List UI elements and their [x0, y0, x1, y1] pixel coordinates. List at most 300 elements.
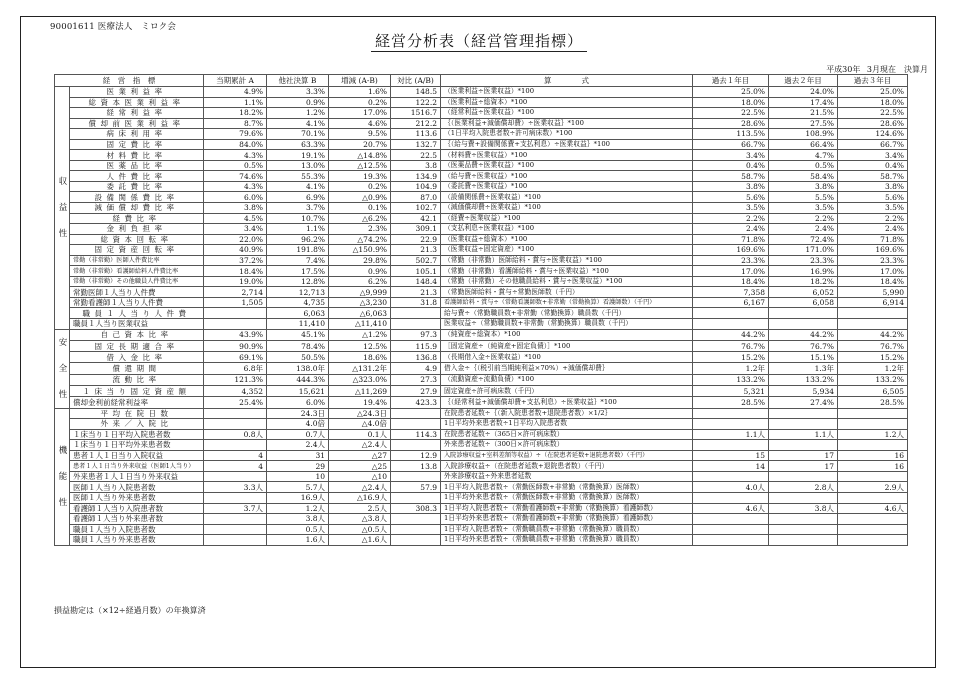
row-label: 金利負担率 [70, 224, 204, 235]
other-value: 12.8% [267, 276, 329, 287]
year3-value: 169.6% [838, 245, 908, 256]
table-row [55, 171, 908, 182]
year2-value: 2.4% [769, 224, 838, 235]
other-value: 1.2% [267, 108, 329, 119]
year3-value: 22.5% [838, 108, 908, 119]
other-value: 12,713 [267, 287, 329, 298]
row-label: 減価償却費比率 [70, 203, 204, 214]
ratio-value: 113.6 [391, 129, 441, 140]
table-row [55, 129, 908, 140]
table-row [55, 329, 908, 340]
year2-value: 72.4% [769, 234, 838, 245]
table-row [55, 224, 908, 235]
diff-value: △3,230 [329, 297, 391, 308]
row-label: 経常利益率 [70, 108, 204, 119]
diff-value: △11,410 [329, 319, 391, 330]
year1-value: 66.7% [693, 139, 769, 150]
row-label: 経費比率 [70, 213, 204, 224]
col-header-other: 他社決算 B [267, 75, 329, 87]
year1-value [693, 535, 769, 546]
footnote: 損益勘定は（×12÷経過月数）の年換算済 [54, 606, 206, 615]
table-row [55, 150, 908, 161]
other-value: 0.5人 [267, 524, 329, 535]
year3-value: 2.2% [838, 213, 908, 224]
year1-value: 14 [693, 461, 769, 472]
other-value: 63.3% [267, 139, 329, 150]
row-label: 固定長期適合率 [70, 340, 204, 351]
year1-value: 7,358 [693, 287, 769, 298]
diff-value: △1.6人 [329, 535, 391, 546]
ratio-value [391, 408, 441, 419]
table-row [55, 492, 908, 503]
diff-value: △24.3日 [329, 408, 391, 419]
diff-value: 0.9% [329, 266, 391, 277]
row-label: 自己資本比率 [70, 329, 204, 340]
table-row [55, 352, 908, 363]
year1-value: 5.6% [693, 192, 769, 203]
ratio-value: 27.9 [391, 385, 441, 396]
table-row [55, 461, 908, 472]
row-label: 医師１人当り入院患者数 [70, 482, 204, 493]
table-row [55, 385, 908, 396]
current-value: 4.3% [204, 181, 267, 192]
year2-value [769, 514, 838, 525]
year3-value: 44.2% [838, 329, 908, 340]
row-label: 医師１人当り外来患者数 [70, 492, 204, 503]
table-row [55, 429, 908, 440]
formula: （医業収益÷総資本）*100 [441, 234, 693, 245]
year2-value [769, 471, 838, 482]
current-value: 6.8年 [204, 363, 267, 374]
current-value: 121.3% [204, 374, 267, 385]
formula: （医業利益÷医業収益）*100 [441, 87, 693, 98]
formula: （常勤（非常勤）看護師給料・賞与÷医業収益）*100 [441, 266, 693, 277]
table-row [55, 482, 908, 493]
ratio-value: 22.5 [391, 150, 441, 161]
row-label: 常勤看護師１人当り人件費 [70, 297, 204, 308]
ratio-value: 114.3 [391, 429, 441, 440]
ratio-value: 105.1 [391, 266, 441, 277]
year3-value: 4.6人 [838, 503, 908, 514]
year3-value [838, 419, 908, 430]
year2-value: 5,934 [769, 385, 838, 396]
other-value: 2.4人 [267, 440, 329, 451]
ratio-value: 1516.7 [391, 108, 441, 119]
year2-value: 66.4% [769, 139, 838, 150]
other-value: 4,735 [267, 297, 329, 308]
year3-value: 5.6% [838, 192, 908, 203]
row-label: 病床利用率 [70, 129, 204, 140]
title-text: 経営分析表（経営管理指標） [371, 32, 587, 52]
other-value: 96.2% [267, 234, 329, 245]
year2-value: 16.9% [769, 266, 838, 277]
other-value: 10.7% [267, 213, 329, 224]
current-value: 40.9% [204, 245, 267, 256]
table-row [55, 181, 908, 192]
col-header-formula: 算 式 [441, 75, 693, 87]
row-label: 固定資産回転率 [70, 245, 204, 256]
year1-value: 6,167 [693, 297, 769, 308]
table-row [55, 363, 908, 374]
ratio-value [391, 514, 441, 525]
formula: 医業収益÷（常勤職員数+非常勤（常勤換算）職員数（千円） [441, 319, 693, 330]
year1-value: 5,321 [693, 385, 769, 396]
diff-value: △14.8% [329, 150, 391, 161]
other-value: 55.3% [267, 171, 329, 182]
ratio-value: 3.8 [391, 160, 441, 171]
current-value: 3.7人 [204, 503, 267, 514]
current-value: 4 [204, 461, 267, 472]
ratio-value [391, 419, 441, 430]
row-label: 職員１人当り人件費 [70, 308, 204, 319]
row-label: 外来患者１人１日当り外来収益 [70, 471, 204, 482]
year1-value: 3.4% [693, 150, 769, 161]
ratio-value: 31.8 [391, 297, 441, 308]
other-value: 24.3日 [267, 408, 329, 419]
current-value: 25.4% [204, 397, 267, 408]
diff-value: △10 [329, 471, 391, 482]
table-row [55, 319, 908, 330]
table-row [55, 471, 908, 482]
other-value: 13.0% [267, 160, 329, 171]
other-value: 10 [267, 471, 329, 482]
year3-value: 6,914 [838, 297, 908, 308]
ratio-value: 42.1 [391, 213, 441, 224]
formula: 入院診療収益+室料差額等収益）÷（在院患者延数+退院患者数）（千円） [441, 450, 693, 461]
row-label: 総資本回転率 [70, 234, 204, 245]
row-label: 常勤（非常勤）その他職員人件費比率 [70, 276, 204, 287]
ratio-value: 423.3 [391, 397, 441, 408]
formula: ｛（医業利益+減価償却費）÷医業収益｝*100 [441, 118, 693, 129]
year3-value [838, 440, 908, 451]
year3-value: 28.5% [838, 397, 908, 408]
ratio-value: 212.2 [391, 118, 441, 129]
diff-value: △12.5% [329, 160, 391, 171]
year3-value: 1.2年 [838, 363, 908, 374]
formula: ［固定資産÷（純資産+固定負債）］*100 [441, 340, 693, 351]
year2-value [769, 319, 838, 330]
table-row [55, 213, 908, 224]
ratio-value: 22.9 [391, 234, 441, 245]
formula: （材料費÷医業収益）*100 [441, 150, 693, 161]
current-value [204, 514, 267, 525]
formula: 入院診療収益÷（在院患者延数+退院患者数）（千円） [441, 461, 693, 472]
ratio-value: 134.9 [391, 171, 441, 182]
diff-value: △6.2% [329, 213, 391, 224]
year2-value [769, 419, 838, 430]
row-label: 総資本医業利益率 [70, 97, 204, 108]
diff-value: △9,999 [329, 287, 391, 298]
formula: 在院患者延数÷｛（新入院患者数+退院患者数）×1/2｝ [441, 408, 693, 419]
table-row [55, 374, 908, 385]
ratio-value [391, 492, 441, 503]
table-row [55, 255, 908, 266]
other-value: 1.1% [267, 224, 329, 235]
table-row [55, 450, 908, 461]
year2-value: 108.9% [769, 129, 838, 140]
ratio-value: 104.9 [391, 181, 441, 192]
row-label: 外来／入院比 [70, 419, 204, 430]
formula: （1日平均入院患者数÷許可病床数）*100 [441, 129, 693, 140]
other-value: 5.7人 [267, 482, 329, 493]
other-value: 3.7% [267, 203, 329, 214]
other-value: 444.3% [267, 374, 329, 385]
other-value: 29 [267, 461, 329, 472]
year3-value [838, 471, 908, 482]
table-row [55, 524, 908, 535]
year2-value [769, 308, 838, 319]
formula: （純資産÷総資本）*100 [441, 329, 693, 340]
col-header-ratio: 対比 (A/B) [391, 75, 441, 87]
other-value: 50.5% [267, 352, 329, 363]
year3-value: 15.2% [838, 352, 908, 363]
current-value: 4.9% [204, 87, 267, 98]
year1-value [693, 514, 769, 525]
diff-value: △27 [329, 450, 391, 461]
diff-value: 0.2% [329, 97, 391, 108]
ratio-value: 148.4 [391, 276, 441, 287]
header-row [55, 75, 908, 87]
diff-value: 4.6% [329, 118, 391, 129]
table-row [55, 397, 908, 408]
table-row [55, 340, 908, 351]
current-value [204, 408, 267, 419]
formula: （常勤（非常勤）医師給料・賞与÷医業収益）*100 [441, 255, 693, 266]
ratio-value: 21.3 [391, 245, 441, 256]
year1-value: 18.0% [693, 97, 769, 108]
year2-value: 133.2% [769, 374, 838, 385]
ratio-value: 122.2 [391, 97, 441, 108]
year1-value: 1.2年 [693, 363, 769, 374]
category-function [55, 408, 70, 545]
diff-value: △131.2年 [329, 363, 391, 374]
ratio-value: 102.7 [391, 203, 441, 214]
other-value: 16.9人 [267, 492, 329, 503]
current-value: 90.9% [204, 340, 267, 351]
formula: 1日平均入院患者数÷（常勤職員数+非常勤（常勤換算）職員数） [441, 524, 693, 535]
current-value: 84.0% [204, 139, 267, 150]
other-value: 6,063 [267, 308, 329, 319]
year3-value [838, 535, 908, 546]
year2-value: 17 [769, 450, 838, 461]
row-label: 償却前医業利益率 [70, 118, 204, 129]
current-value [204, 440, 267, 451]
table-row [55, 234, 908, 245]
year1-value: 44.2% [693, 329, 769, 340]
year2-value: 1.3年 [769, 363, 838, 374]
formula: 在院患者延数÷（365日×許可病床数） [441, 429, 693, 440]
formula: （委託費÷医業収益）*100 [441, 181, 693, 192]
year3-value: 3.4% [838, 150, 908, 161]
row-label: １床当り固定資産額 [70, 385, 204, 396]
row-label: 常勤（非常勤）看護師給料人件費比率 [70, 266, 204, 277]
year1-value: 25.0% [693, 87, 769, 98]
ratio-value: 308.3 [391, 503, 441, 514]
category-safety [55, 329, 70, 408]
year3-value: 17.0% [838, 266, 908, 277]
indicator-table [54, 74, 908, 546]
diff-value: △74.2% [329, 234, 391, 245]
diff-value: △11,269 [329, 385, 391, 396]
formula: （流動資産÷流動負債）*100 [441, 374, 693, 385]
row-label: 職員１人当り外来患者数 [70, 535, 204, 546]
table-row [55, 203, 908, 214]
current-value [204, 419, 267, 430]
year2-value: 24.0% [769, 87, 838, 98]
current-value: 79.6% [204, 129, 267, 140]
formula: （医業収益÷固定資産）*100 [441, 245, 693, 256]
diff-value: 2.5人 [329, 503, 391, 514]
table-row [55, 514, 908, 525]
diff-value: △4.0倍 [329, 419, 391, 430]
year3-value: 76.7% [838, 340, 908, 351]
other-value: 6.9% [267, 192, 329, 203]
year1-value: 58.7% [693, 171, 769, 182]
diff-value: 9.5% [329, 129, 391, 140]
year2-value [769, 440, 838, 451]
other-value: 3.3% [267, 87, 329, 98]
year1-value: 22.5% [693, 108, 769, 119]
year1-value: 76.7% [693, 340, 769, 351]
current-value: 19.0% [204, 276, 267, 287]
category-label: 機能性 [58, 445, 68, 508]
current-value: 18.2% [204, 108, 267, 119]
ratio-value [391, 440, 441, 451]
year1-value: 17.0% [693, 266, 769, 277]
table-row [55, 503, 908, 514]
table-row [55, 440, 908, 451]
diff-value: 6.2% [329, 276, 391, 287]
diff-value: △2.4人 [329, 482, 391, 493]
other-value: 0.9% [267, 97, 329, 108]
formula: 1日平均外来患者数÷1日平均入院患者数 [441, 419, 693, 430]
year2-value: 58.4% [769, 171, 838, 182]
other-value: 4.1% [267, 181, 329, 192]
row-label: 借入金比率 [70, 352, 204, 363]
year2-value: 3.5% [769, 203, 838, 214]
year1-value: 15 [693, 450, 769, 461]
formula: 1日平均外来患者数÷（常勤看護師数+非常勤（常勤換算）看護師数） [441, 514, 693, 525]
year3-value [838, 514, 908, 525]
formula: （給与費÷医業収益）*100 [441, 171, 693, 182]
row-label: 患者１人１日当り入院収益 [70, 450, 204, 461]
year1-value: 28.6% [693, 118, 769, 129]
row-label: 常勤医師１人当り人件費 [70, 287, 204, 298]
diff-value: 12.5% [329, 340, 391, 351]
current-value: 3.8% [204, 203, 267, 214]
year1-value: 18.4% [693, 276, 769, 287]
table-row [55, 108, 908, 119]
category-label: 安全性 [58, 337, 68, 400]
formula: 外来患者延数÷（300日×許可病床数） [441, 440, 693, 451]
current-value: 4 [204, 450, 267, 461]
year2-value: 23.3% [769, 255, 838, 266]
ratio-value: 132.7 [391, 139, 441, 150]
row-label: 職員１人当り入院患者数 [70, 524, 204, 535]
year3-value: 71.8% [838, 234, 908, 245]
ratio-value: 12.9 [391, 450, 441, 461]
row-label: 委託費比率 [70, 181, 204, 192]
year1-value: 2.4% [693, 224, 769, 235]
year2-value [769, 535, 838, 546]
diff-value: △323.0% [329, 374, 391, 385]
year2-value: 171.0% [769, 245, 838, 256]
col-header-current: 当期累計 A [204, 75, 267, 87]
year1-value: 1.1人 [693, 429, 769, 440]
formula: 1日平均入院患者数÷（常勤看護師数+非常勤（常勤換算）看護師数） [441, 503, 693, 514]
current-value [204, 492, 267, 503]
diff-value: 0.1人 [329, 429, 391, 440]
formula: 1日平均外来患者数÷（常勤職員数+非常勤（常勤換算）職員数） [441, 535, 693, 546]
row-label: 職員１人当り医業収益 [70, 319, 204, 330]
current-value: 22.0% [204, 234, 267, 245]
ratio-value: 13.8 [391, 461, 441, 472]
year2-value: 44.2% [769, 329, 838, 340]
current-value: 4.3% [204, 150, 267, 161]
year3-value: 28.6% [838, 118, 908, 129]
other-value: 191.8% [267, 245, 329, 256]
year3-value: 66.7% [838, 139, 908, 150]
ratio-value: 115.9 [391, 340, 441, 351]
current-value [204, 535, 267, 546]
current-value: 8.7% [204, 118, 267, 129]
formula: 外来診療収益÷外来患者延数 [441, 471, 693, 482]
ratio-value [391, 524, 441, 535]
page-title [0, 30, 958, 51]
diff-value: 18.6% [329, 352, 391, 363]
row-label: 材料費比率 [70, 150, 204, 161]
year1-value [693, 492, 769, 503]
diff-value: 29.8% [329, 255, 391, 266]
ratio-value [391, 471, 441, 482]
row-label: 医業利益率 [70, 87, 204, 98]
col-header-diff: 増減 (A-B) [329, 75, 391, 87]
ratio-value: 97.3 [391, 329, 441, 340]
year3-value [838, 524, 908, 535]
table-row [55, 245, 908, 256]
other-value: 7.4% [267, 255, 329, 266]
current-value: 0.5% [204, 160, 267, 171]
other-value: 11,410 [267, 319, 329, 330]
current-value [204, 471, 267, 482]
formula: （長期借入金÷医業収益）*100 [441, 352, 693, 363]
ratio-value: 309.1 [391, 224, 441, 235]
table-row [55, 192, 908, 203]
year2-value [769, 408, 838, 419]
diff-value: △150.9% [329, 245, 391, 256]
diff-value: △25 [329, 461, 391, 472]
diff-value: 20.7% [329, 139, 391, 150]
ratio-value: 136.8 [391, 352, 441, 363]
report-date: 平成30年 3月現在 決算月 [826, 65, 928, 74]
row-label: 常勤（非常勤）医師人件費比率 [70, 255, 204, 266]
year3-value: 3.5% [838, 203, 908, 214]
formula: 1日平均外来患者数÷（常勤医師数+非常勤（常勤換算）医師数） [441, 492, 693, 503]
year2-value: 3.8人 [769, 503, 838, 514]
year2-value: 2.2% [769, 213, 838, 224]
other-value: 138.0年 [267, 363, 329, 374]
other-value: 45.1% [267, 329, 329, 340]
year2-value [769, 524, 838, 535]
table-row [55, 160, 908, 171]
table-row [55, 408, 908, 419]
current-value: 3.3人 [204, 482, 267, 493]
year2-value: 76.7% [769, 340, 838, 351]
year2-value: 6,052 [769, 287, 838, 298]
current-value [204, 308, 267, 319]
year2-value: 0.5% [769, 160, 838, 171]
year1-value: 4.0人 [693, 482, 769, 493]
